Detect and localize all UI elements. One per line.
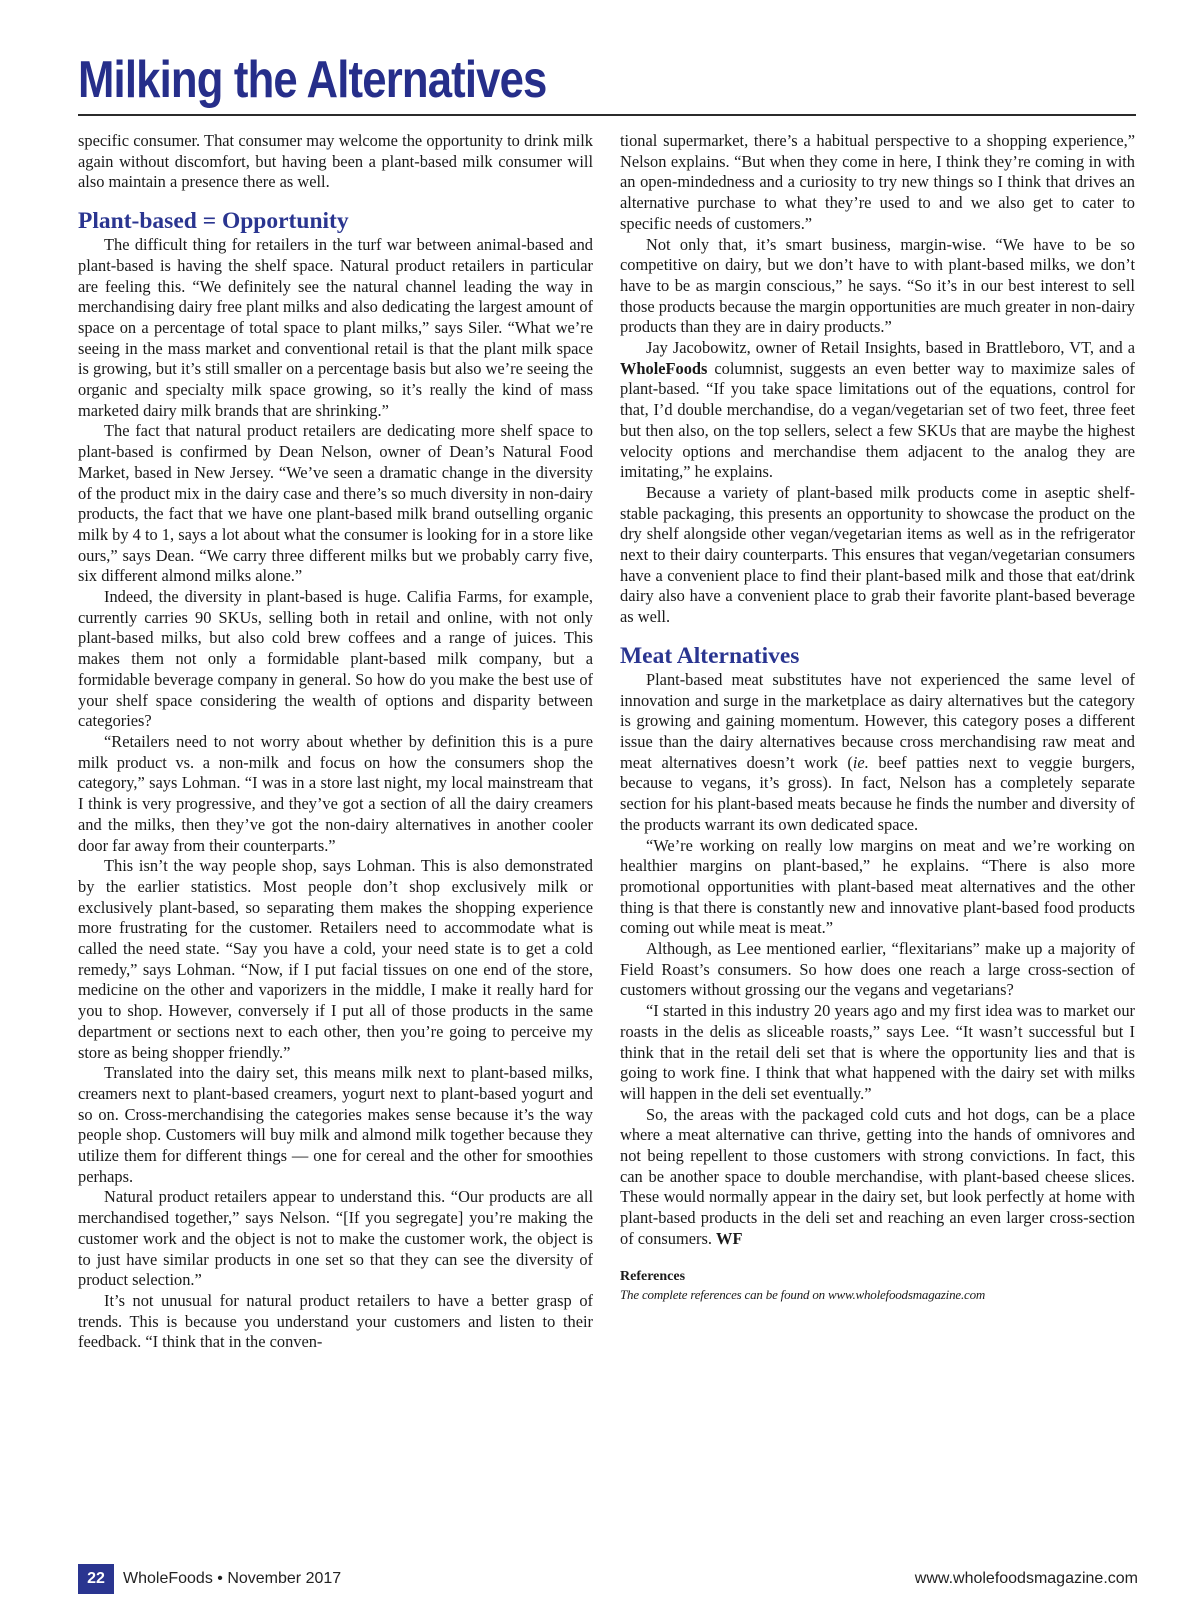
- paragraph: specific consumer. That consumer may welcome the opportunity to drink milk again without discomfort, but having been a plant-based milk consumer will also maintain a presence there as well.: [78, 131, 593, 192]
- paragraph: Indeed, the diversity in plant-based is huge. Califia Farms, for example, currently carries 90 SKUs, selling both in retail and online, with not only plant-based milks, but also cold brew coffees and a range of juices. This makes them not only a formidable plant-based milk company, but a formidable beverage company in general. So how do you make the best use of your shelf space considering the wealth of options and disparity between categories?: [78, 587, 593, 731]
- paragraph: Although, as Lee mentioned earlier, “flexitarians” make up a majority of Field Roast’s consumers. So how does one reach a large cross-section of customers without grossing our the vegans and vegetarians?: [620, 939, 1135, 1000]
- title-divider: [78, 114, 1136, 116]
- footer-publication: WholeFoods • November 2017: [123, 1570, 342, 1587]
- text-run: columnist, suggests an even better way to maximize sales of plant-based. “If you take space limitations out of the equations, control for that, I’d double merchandise, do a vegan/vegetarian set of two feet, three feet but then also, on the top sellers, select a few SKUs that are maybe the highest velocity options and merchandise them adjacent to the analog they are imitating,” he explains.: [620, 358, 1135, 482]
- paragraph: “I started in this industry 20 years ago and my first idea was to market our roasts in the delis as sliceable roasts,” says Lee. “It wasn’t successful but I think that in the retail deli set that is where the opportunity lies and that is going to work fine. I think that what happened with the dairy set with milks will happen in the deli set eventually.”: [620, 1001, 1135, 1103]
- article-title: Milking the Alternatives: [78, 51, 547, 109]
- paragraph: This isn’t the way people shop, says Lohman. This is also demonstrated by the earlier statistics. Most people don’t shop exclusively milk or exclusively plant-based, so separating them makes the shopping experience more frustrating for the customer. Retailers need to accommodate what is called the need state. “Say you have a cold, your need state is to get a cold remedy,” says Lohman. “Now, if I put facial tissues on one end of the store, medicine on the other and vaporizers in the middle, I make it really hard for you to shop. However, conversely if I put all of those products in the same department or sections next to each other, then you’re going to perceive my store as being shopper friendly.”: [78, 856, 593, 1062]
- right-column: [620, 131, 1135, 1304]
- publication-name: WholeFoods: [620, 358, 708, 378]
- paragraph: Natural product retailers appear to understand this. “Our products are all merchandised together,” says Nelson. “[If you segregate] you’re making the customer work and the object is not to make the customer work, the object is to just have similar products in one set so that they can see the diversity of product selection.”: [78, 1187, 593, 1290]
- text-run: So, the areas with the packaged cold cuts and hot dogs, can be a place where a meat alternative can thrive, getting into the hands of omnivores and not being repellent to those customers with strong convictions. In fact, this can be another space to double merchandise, with plant-based cheese slices. These would normally appear in the dairy set, but look perfectly at home with plant-based products in the deli set and reaching an even larger cross-section of consumers.: [620, 1104, 1135, 1248]
- footer-url: www.wholefoodsmagazine.com: [914, 1570, 1138, 1587]
- references-text: The complete references can be found on www.wholefoodsmagazine.com: [620, 1286, 986, 1302]
- text-run: Jay Jacobowitz, owner of Retail Insights, based in Brattleboro, VT, and a: [646, 338, 1135, 358]
- section-heading-plant-based-opportunity: Plant-based = Opportunity: [78, 208, 349, 235]
- page-number: 22: [78, 1564, 114, 1594]
- paragraph: It’s not unusual for natural product retailers to have a better grasp of trends. This is because you understand your customers and listen to their feedback. “I think that in the conven-: [78, 1290, 593, 1352]
- paragraph: [620, 1105, 1135, 1250]
- end-mark: WF: [716, 1228, 743, 1248]
- left-column: [78, 131, 593, 1353]
- text-run: Plant-based meat substitutes have not experienced the same level of innovation and surge in the marketplace as dairy alternatives but the category is growing and gaining momentum. However, this category poses a different issue than the dairy alternatives because cross merchandising raw meat and meat alternatives doesn’t work (: [620, 669, 1135, 772]
- paragraph: The fact that natural product retailers are dedicating more shelf space to plant-based is confirmed by Dean Nelson, owner of Dean’s Natural Food Market, based in New Jersey. “We’ve seen a dramatic change in the diversity of the product mix in the dairy case and there’s so much diversity in non-dairy products, the fact that we have one plant-based milk brand outselling organic milk by 4 to 1, says a lot about what the consumer is looking for in a store like ours,” says Dean. “We carry three different milks but we probably carry five, six different almond milks alone.”: [78, 421, 593, 586]
- section-heading-meat-alternatives: Meat Alternatives: [620, 642, 800, 669]
- text-run-italic: ie.: [852, 752, 869, 772]
- references-heading: References: [620, 1268, 686, 1284]
- paragraph: Because a variety of plant-based milk products come in aseptic shelf-stable packaging, this presents an opportunity to showcase the product on the dry shelf alongside other vegan/vegetarian items as well as in the refrigerator next to their dairy counterparts. This ensures that vegan/vegetarian consumers have a convenient place to find their plant-based milk and those that eat/drink dairy also have a convenient place to grab their favorite plant-based beverage as well.: [620, 482, 1135, 627]
- paragraph: The difficult thing for retailers in the turf war between animal-based and plant-based is having the shelf space. Natural product retailers in particular are feeling this. “We definitely see the natural channel leading the way in merchandising dairy free plant milks and also dedicating the largest amount of space on a percentage of total space to plant milks,” says Siler. “What we’re seeing in the mass market and conventional retail is that the plant milk space is growing, but it’s still smaller on a percentage basis but also we’re seeing the organic and specialty milk space growing, so it’s really the kind of mass marketed dairy milk brands that are shrinking.”: [78, 235, 593, 420]
- paragraph: [620, 338, 1135, 483]
- paragraph: [620, 670, 1135, 836]
- paragraph: “We’re working on really low margins on meat and we’re working on healthier margins on plant-based,” he explains. “There is also more promotional opportunities with plant-based meat alternatives and the other thing is that there is constantly new and innovative plant-based food products coming out while meat is meat.”: [620, 835, 1135, 938]
- text-run: beef patties next to veggie burgers, because to vegans, it’s gross). In fact, Nelson has a completely separate section for his plant-based meats because he finds the number and diversity of the products warrant its own dedicated space.: [620, 752, 1135, 834]
- paragraph: “Retailers need to not worry about whether by definition this is a pure milk product vs. a non-milk and focus on how the consumers shop the category,” says Lohman. “I was in a store last night, my local mainstream that I think is very progressive, and they’ve got a section of all the dairy creamers and the milks, then they’ve got the non-dairy alternatives in another cooler door far away from their counterparts.”: [78, 731, 593, 855]
- paragraph: Not only that, it’s smart business, margin-wise. “We have to be so competitive on dairy, but we don’t have to with plant-based milks, we don’t have to be as margin conscious,” he says. “So it’s in our best interest to sell those products because the margin opportunities are much greater in non-dairy products than they are in dairy products.”: [620, 234, 1135, 337]
- paragraph: tional supermarket, there’s a habitual perspective to a shopping experience,” Nelson explains. “But when they come in here, I think they’re coming in with an open-mindedness and a curiosity to try new things so I think that drives an alternative purchase to what they’re used to and we also get to cater to specific needs of customers.”: [620, 131, 1135, 233]
- paragraph: Translated into the dairy set, this means milk next to plant-based milks, creamers next to plant-based creamers, yogurt next to plant-based yogurt and so on. Cross-merchandising the categories makes sense because it’s the way people shop. Customers will buy milk and almond milk together because they utilize them for different things — one for cereal and the other for smoothies perhaps.: [78, 1063, 593, 1186]
